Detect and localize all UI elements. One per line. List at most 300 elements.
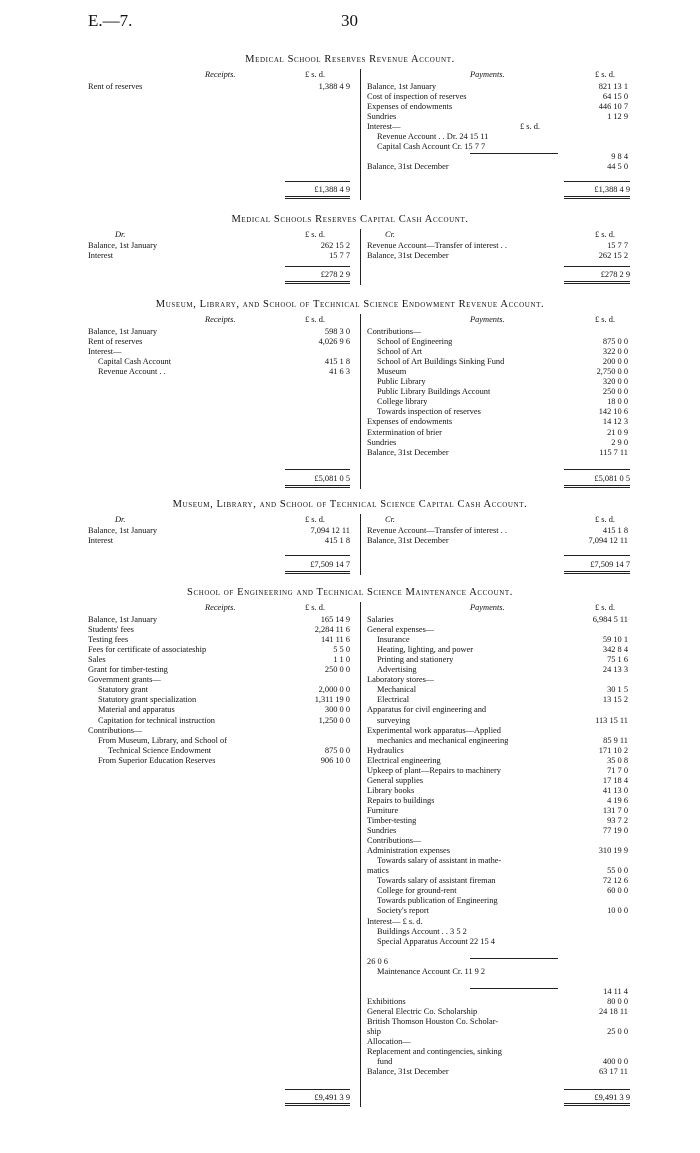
- s5-right-row: [367, 1007, 650, 1017]
- s5-right-amount: 6,984 5 11: [592, 615, 628, 624]
- s5-left-row: [88, 705, 350, 715]
- s5-right-amount: 10 0 0: [607, 906, 628, 916]
- s3-left-units: £ s. d.: [305, 315, 326, 324]
- s2-title: Medical Schools Reserves Capital Cash Account.: [231, 214, 469, 225]
- s5-right-row: [367, 846, 650, 856]
- s5-right-label: Exhibitions: [367, 996, 406, 1006]
- s5-right-total-rule: [564, 1089, 630, 1090]
- s3-right-label: Public Library: [377, 377, 426, 387]
- s2-left-row: [88, 251, 350, 261]
- s3-right-label: Museum: [377, 367, 407, 377]
- s5-right-label: Sundries: [367, 826, 397, 836]
- s4-title: Museum, Library, and School of Technical Science Capital Cash Account.: [172, 499, 528, 510]
- s4-right-label: Revenue Account—Transfer of interest . .: [367, 526, 507, 535]
- s5-right-label: Buildings Account . . 3 5 2: [377, 926, 467, 936]
- s5-right-label: Printing and stationery: [377, 655, 454, 665]
- s5-right-label: Apparatus for civil engineering and: [367, 705, 487, 715]
- s5-right-amount: 60 0 0: [607, 886, 628, 896]
- s5-right-amount: 25 0 0: [607, 1027, 628, 1037]
- s2-left-heading: Dr.: [115, 230, 126, 239]
- s4-left-label: Balance, 1st January: [88, 526, 158, 535]
- s3-title: Museum, Library, and School of Technical Science Endowment Revenue Account.: [155, 299, 545, 310]
- s1-right-label: Balance, 31st December: [367, 162, 449, 172]
- s5-left-double-rule: [285, 1103, 350, 1106]
- s5-left-amount: 1 1 0: [333, 655, 350, 665]
- s5-left-label: Government grants—: [88, 675, 161, 685]
- s5-right-amount: 80 0 0: [607, 996, 628, 1006]
- s1-right-label: Cost of inspection of reserves: [367, 92, 467, 102]
- s2-divider: [360, 229, 361, 285]
- s5-right-label: British Thomson Houston Co. Scholar-: [367, 1017, 499, 1026]
- s3-left-total: £5,081 0 5: [314, 474, 350, 483]
- s5-right-amount: 131 7 0: [602, 805, 628, 815]
- s5-right-amount: 93 7 2: [607, 816, 628, 825]
- s3-right-units: £ s. d.: [595, 315, 616, 324]
- s5-right-total: £9,491 3 9: [594, 1093, 630, 1102]
- s5-right-row: [367, 977, 650, 987]
- s5-right-row: [367, 776, 650, 786]
- s2-left-label: Balance, 1st January: [88, 241, 158, 250]
- s1-right-heading: Payments.: [470, 70, 505, 79]
- s2-right-row: [367, 241, 650, 251]
- s4-left-units: £ s. d.: [305, 515, 326, 524]
- s5-right-label: Library books: [367, 785, 415, 795]
- s5-right-label: surveying: [377, 715, 411, 725]
- s3-right-row: [367, 367, 650, 377]
- s5-left-amount: 141 11 6: [320, 635, 350, 645]
- s5-right-row: [367, 967, 650, 977]
- s3-right-amount: 875 0 0: [602, 337, 628, 347]
- s5-right-amount: 75 1 6: [607, 655, 628, 665]
- s5-right-row: [367, 937, 650, 947]
- s5-right-amount: 24 18 11: [598, 1006, 628, 1016]
- s3-right-amount: 322 0 0: [602, 347, 628, 357]
- s5-right-label: Experimental work apparatus—Applied: [367, 725, 501, 735]
- s5-left-label: Technical Science Endowment: [108, 745, 212, 755]
- s5-right-amount: 17 18 4: [602, 775, 628, 785]
- s5-left-amount: 300 0 0: [324, 705, 350, 715]
- s3-right-row: [367, 448, 650, 458]
- s5-left-label: From Museum, Library, and School of: [98, 735, 228, 745]
- s5-right-label: Advertising: [377, 665, 417, 675]
- s3-right-row: [367, 337, 650, 347]
- s4-left-label: Interest: [88, 536, 114, 546]
- s5-right-label: Laboratory stores—: [367, 675, 435, 685]
- s5-left-amount: 1,250 0 0: [318, 715, 350, 725]
- s5-left-amount: 875 0 0: [324, 745, 350, 755]
- s5-left-label: Material and apparatus: [98, 705, 175, 715]
- s5-left-row: [88, 736, 350, 746]
- s5-subtotal-rule: [470, 958, 558, 959]
- s1-right-amount: 44 5 0: [607, 162, 628, 172]
- s3-right-label: School of Art Buildings Sinking Fund: [377, 357, 505, 367]
- s1-right-label: Revenue Account . . Dr. 24 15 11: [377, 132, 489, 142]
- s3-right-amount: 200 0 0: [602, 357, 628, 367]
- s5-right-label: fund: [377, 1057, 393, 1067]
- s5-right-amount: 41 13 0: [602, 785, 628, 795]
- s1-right-total-rule: [564, 181, 630, 182]
- s5-right-label: Electrical: [377, 695, 410, 705]
- s5-right-amount: 171 10 2: [598, 745, 628, 755]
- s1-right-row: [367, 142, 650, 152]
- s1-right-row: [367, 82, 650, 92]
- s5-right-row: [367, 705, 650, 715]
- s3-left-row: [88, 327, 350, 337]
- s3-right-label: Towards inspection of reserves: [377, 407, 481, 417]
- s1-right-row: [367, 102, 650, 112]
- s1-left-total-rule: [285, 181, 350, 182]
- s5-left-label: Statutory grant specialization: [98, 695, 197, 705]
- s5-right-label: Furniture: [367, 805, 399, 815]
- s1-right-amount: 446 10 7: [598, 102, 628, 112]
- s5-right-label: General Electric Co. Scholarship: [367, 1006, 478, 1016]
- s3-right-heading: Payments.: [470, 315, 505, 324]
- s5-right-row: [367, 615, 650, 625]
- s5-right-label: Balance, 31st December: [367, 1067, 449, 1077]
- s5-right-label: Upkeep of plant—Repairs to machinery: [367, 765, 501, 775]
- s3-right-amount: 320 0 0: [602, 377, 628, 387]
- s1-right-row: [367, 92, 650, 102]
- s5-right-label: Towards salary of assistant in mathe-: [377, 856, 502, 866]
- s5-right-amount: 113 15 11: [595, 715, 628, 725]
- s5-left-total: £9,491 3 9: [314, 1093, 350, 1102]
- s1-right-label: Sundries: [367, 112, 397, 122]
- s5-right-amount: 14 11 4: [603, 986, 628, 996]
- s4-right-heading: Cr.: [385, 515, 396, 524]
- s3-right-label: School of Engineering: [377, 337, 453, 347]
- s5-left-row: [88, 625, 350, 635]
- s4-left-row: [88, 526, 350, 536]
- s5-right-amount: 30 1 5: [607, 685, 628, 695]
- s5-left-amount: 2,284 11 6: [314, 625, 350, 635]
- s3-right-amount: 2,750 0 0: [596, 367, 628, 377]
- s1-right-label: Expenses of endowments: [367, 102, 453, 112]
- s5-right-row: [367, 997, 650, 1007]
- s2-right-total-rule: [564, 266, 630, 267]
- s5-right-row: [367, 786, 650, 796]
- s1-right-total: £1,388 4 9: [594, 185, 630, 194]
- s5-right-row: [367, 635, 650, 645]
- s5-right-label: Heating, lighting, and power: [377, 645, 474, 655]
- s5-right-row: [367, 1047, 650, 1057]
- s1-divider: [360, 69, 361, 200]
- s3-right-amount: 115 7 11: [599, 447, 628, 457]
- s5-right-label: Repairs to buildings: [367, 795, 435, 805]
- s5-right-row: [367, 645, 650, 655]
- s5-left-row: [88, 635, 350, 645]
- s5-right-row: [367, 756, 650, 766]
- s5-right-label: Salaries: [367, 615, 394, 624]
- s4-right-units: £ s. d.: [595, 515, 616, 524]
- s5-left-heading: Receipts.: [205, 603, 236, 612]
- s2-right-double-rule: [564, 281, 630, 284]
- s4-left-heading: Dr.: [115, 515, 126, 524]
- s5-right-double-rule: [564, 1103, 630, 1106]
- s5-right-row: [367, 896, 650, 906]
- s3-right-label: Balance, 31st December: [367, 447, 449, 457]
- s5-left-amount: 2,000 0 0: [318, 685, 350, 695]
- s5-right-amount: 400 0 0: [602, 1057, 628, 1067]
- s2-right-label: Revenue Account—Transfer of interest . .: [367, 241, 507, 250]
- s5-left-label: Capitation for technical instruction: [98, 715, 215, 725]
- s3-right-row: [367, 377, 650, 387]
- s5-right-row: [367, 947, 650, 957]
- s5-left-amount: 250 0 0: [324, 665, 350, 675]
- s3-right-row: [367, 428, 650, 438]
- s4-left-total-rule: [285, 555, 350, 556]
- s3-left-double-rule: [285, 485, 350, 488]
- s5-right-row: [367, 655, 650, 665]
- s5-right-row: [367, 665, 650, 675]
- s5-left-label: Statutory grant: [98, 685, 149, 695]
- s1-left-heading: Receipts.: [205, 70, 236, 79]
- s5-left-row: [88, 756, 350, 766]
- s5-right-label: Interest— £ s. d.: [367, 916, 423, 926]
- s1-right-row: [367, 122, 650, 132]
- s5-left-label: Grant for timber-testing: [88, 665, 168, 675]
- s2-right-amount: 15 7 7: [607, 241, 628, 250]
- s5-left-amount: 165 14 9: [320, 615, 350, 624]
- s5-right-row: [367, 856, 650, 866]
- s3-left-amount: 415 1 8: [324, 357, 350, 367]
- s3-right-row: [367, 327, 650, 337]
- s3-right-row: [367, 387, 650, 397]
- s5-right-label: Insurance: [377, 635, 410, 645]
- s3-right-amount: 2 9 0: [611, 437, 628, 447]
- s5-left-label: From Superior Education Reserves: [98, 755, 216, 765]
- s2-left-total: £278 2 9: [320, 270, 350, 279]
- s3-left-label: Revenue Account . .: [98, 367, 166, 377]
- s5-right-amount: 72 12 6: [602, 876, 628, 886]
- s5-right-amount: 55 0 0: [607, 866, 628, 876]
- s1-right-amount: 64 15 0: [602, 92, 628, 102]
- s5-left-row: [88, 655, 350, 665]
- s4-right-label: Balance, 31st December: [367, 536, 449, 546]
- s4-right-total-rule: [564, 555, 630, 556]
- s5-right-label: Replacement and contingencies, sinking: [367, 1047, 502, 1057]
- s5-left-row: [88, 645, 350, 655]
- s5-right-label: Society's report: [377, 906, 429, 916]
- s5-right-units: £ s. d.: [595, 603, 616, 612]
- s1-right-label: Balance, 1st January: [367, 82, 437, 91]
- s5-right-row: [367, 1067, 650, 1077]
- s5-right-heading: Payments.: [470, 603, 505, 612]
- s2-left-label: Interest: [88, 251, 114, 261]
- s5-right-amount: 13 15 2: [602, 695, 628, 705]
- s3-right-row: [367, 417, 650, 427]
- s5-right-row: [367, 917, 650, 927]
- s5-right-row: [367, 1057, 650, 1067]
- s3-left-heading: Receipts.: [205, 315, 236, 324]
- s5-right-amount: 63 17 11: [598, 1067, 628, 1077]
- s5-left-row: [88, 716, 350, 726]
- s5-divider: [360, 602, 361, 1107]
- s5-right-label: Electrical engineering: [367, 755, 441, 765]
- s1-right-units: £ s. d.: [595, 70, 616, 79]
- s5-right-amount: 85 9 11: [603, 735, 628, 745]
- s5-right-label: Timber-testing: [367, 816, 417, 825]
- s5-right-row: [367, 716, 650, 726]
- s2-left-row: [88, 241, 350, 251]
- s5-right-amount: 59 10 1: [602, 635, 628, 645]
- s5-right-label: 26 0 6: [367, 956, 388, 966]
- s5-right-amount: 35 0 8: [607, 755, 628, 765]
- s1-right-row: [367, 112, 650, 122]
- s4-divider: [360, 514, 361, 575]
- s5-right-amount: 71 7 0: [607, 765, 628, 775]
- s5-right-label: Towards salary of assistant fireman: [377, 876, 496, 886]
- s3-right-total: £5,081 0 5: [594, 474, 630, 483]
- s3-right-amount: 142 10 6: [598, 407, 628, 417]
- s5-right-row: [367, 675, 650, 685]
- s2-left-double-rule: [285, 281, 350, 284]
- s3-right-row: [367, 397, 650, 407]
- s5-right-row: [367, 927, 650, 937]
- s5-right-row: [367, 695, 650, 705]
- s5-left-label: Students' fees: [88, 625, 134, 635]
- s5-left-amount: 1,311 19 0: [314, 695, 350, 705]
- s3-left-amount: 4,026 9 6: [318, 337, 350, 347]
- s5-left-label: Sales: [88, 655, 106, 665]
- s2-right-units: £ s. d.: [595, 230, 616, 239]
- s5-left-amount: 5 5 0: [333, 645, 350, 655]
- s5-right-amount: 310 19 9: [598, 846, 628, 856]
- s3-left-row: [88, 367, 350, 377]
- s5-right-row: [367, 685, 650, 695]
- s5-right-label: General expenses—: [367, 625, 435, 635]
- s5-right-label: Towards publication of Engineering: [377, 896, 498, 906]
- s5-right-row: [367, 766, 650, 776]
- s3-right-amount: 21 0 9: [607, 427, 628, 437]
- s3-right-row: [367, 438, 650, 448]
- s5-left-label: Fees for certificate of associateship: [88, 645, 207, 655]
- s2-left-total-rule: [285, 266, 350, 267]
- s4-left-double-rule: [285, 571, 350, 574]
- s1-right-label: Capital Cash Account Cr. 15 7 7: [377, 142, 486, 152]
- s5-right-label: College for ground-rent: [377, 886, 457, 896]
- s3-right-amount: 18 0 0: [607, 397, 628, 407]
- s5-right-row: [367, 1027, 650, 1037]
- s5-left-row: [88, 685, 350, 695]
- s5-right-label: Special Apparatus Account 22 15 4: [377, 936, 495, 946]
- s3-right-total-rule: [564, 469, 630, 470]
- s3-right-label: Extermination of brier: [367, 427, 442, 437]
- s3-right-label: Contributions—: [367, 327, 422, 336]
- s3-right-label: College library: [377, 397, 428, 407]
- s1-right-row: [367, 132, 650, 142]
- s4-left-row: [88, 536, 350, 546]
- s3-right-row: [367, 407, 650, 417]
- s5-right-row: [367, 906, 650, 916]
- s5-right-amount: 24 13 3: [602, 665, 628, 675]
- s3-left-total-rule: [285, 469, 350, 470]
- s3-left-amount: 41 6 3: [329, 367, 350, 377]
- s5-right-label: ship: [367, 1027, 381, 1037]
- s5-right-row: [367, 796, 650, 806]
- s3-right-row: [367, 347, 650, 357]
- s1-interest-units: £ s. d.: [520, 122, 541, 132]
- s4-left-total: £7,509 14 7: [310, 560, 350, 569]
- s5-left-total-rule: [285, 1089, 350, 1090]
- s5-right-label: General supplies: [367, 775, 424, 785]
- s2-right-label: Balance, 31st December: [367, 251, 449, 261]
- s5-left-row: [88, 726, 350, 736]
- s3-left-label: Rent of reserves: [88, 337, 143, 347]
- s4-right-amount: 7,094 12 11: [588, 536, 628, 546]
- s2-right-total: £278 2 9: [600, 270, 630, 279]
- s5-right-row: [367, 826, 650, 836]
- s5-right-label: Mechanical: [377, 685, 417, 695]
- s1-left-double-rule: [285, 196, 350, 199]
- s1-left-units: £ s. d.: [305, 70, 326, 79]
- s5-right-row: [367, 806, 650, 816]
- s3-left-label: Capital Cash Account: [98, 357, 172, 367]
- s3-divider: [360, 314, 361, 489]
- s5-right-label: Allocation—: [367, 1037, 411, 1047]
- s1-right-label: Interest—: [367, 122, 401, 132]
- s3-right-label: School of Art: [377, 347, 423, 357]
- s5-left-units: £ s. d.: [305, 603, 326, 612]
- s3-left-row: [88, 347, 350, 357]
- s5-title: School of Engineering and Technical Science Maintenance Account.: [187, 587, 513, 598]
- s5-left-label: Contributions—: [88, 725, 143, 735]
- s5-right-row: [367, 726, 650, 736]
- s1-right-double-rule: [564, 196, 630, 199]
- s2-right-amount: 262 15 2: [598, 251, 628, 261]
- s3-right-amount: 14 12 3: [602, 417, 628, 427]
- s5-left-amount: 906 10 0: [320, 755, 350, 765]
- s4-right-double-rule: [564, 571, 630, 574]
- s5-subtotal-rule: [470, 988, 558, 989]
- s3-left-label: Interest—: [88, 347, 122, 357]
- s1-left-total: £1,388 4 9: [314, 185, 350, 194]
- s5-right-row: [367, 816, 650, 826]
- s5-left-row: [88, 695, 350, 705]
- s2-left-amount: 15 7 7: [329, 251, 350, 261]
- s3-right-amount: 250 0 0: [602, 387, 628, 397]
- s1-right-amount: 9 8 4: [611, 152, 628, 162]
- s3-left-amount: 598 3 0: [324, 327, 350, 336]
- s1-subtotal-rule: [470, 153, 558, 154]
- s2-right-row: [367, 251, 650, 261]
- s5-right-label: Maintenance Account Cr. 11 9 2: [377, 966, 486, 976]
- s5-right-row: [367, 746, 650, 756]
- s1-left-row: [88, 82, 350, 92]
- s5-right-row: [367, 625, 650, 635]
- s5-right-row: [367, 876, 650, 886]
- s4-left-amount: 415 1 8: [324, 536, 350, 546]
- s3-right-label: Expenses of endowments: [367, 417, 453, 427]
- s1-left-label: Rent of reserves: [88, 82, 143, 91]
- s5-right-row: [367, 886, 650, 896]
- s1-right-amount: 1 12 9: [607, 112, 628, 122]
- s5-right-label: Contributions—: [367, 836, 422, 846]
- s5-left-label: Testing fees: [88, 635, 129, 645]
- s4-right-row: [367, 536, 650, 546]
- s5-left-label: Balance, 1st January: [88, 615, 158, 624]
- s5-right-label: Administration expenses: [367, 846, 451, 856]
- s5-right-amount: 77 19 0: [602, 826, 628, 836]
- s3-right-label: Sundries: [367, 437, 397, 447]
- s3-left-row: [88, 337, 350, 347]
- page-number: 30: [341, 11, 358, 30]
- s3-right-row: [367, 357, 650, 367]
- s3-left-label: Balance, 1st January: [88, 327, 158, 336]
- s2-left-amount: 262 15 2: [320, 241, 350, 250]
- s5-right-label: Hydraulics: [367, 745, 404, 755]
- s5-right-amount: 342 8 4: [602, 645, 628, 655]
- s1-right-row: [367, 162, 650, 172]
